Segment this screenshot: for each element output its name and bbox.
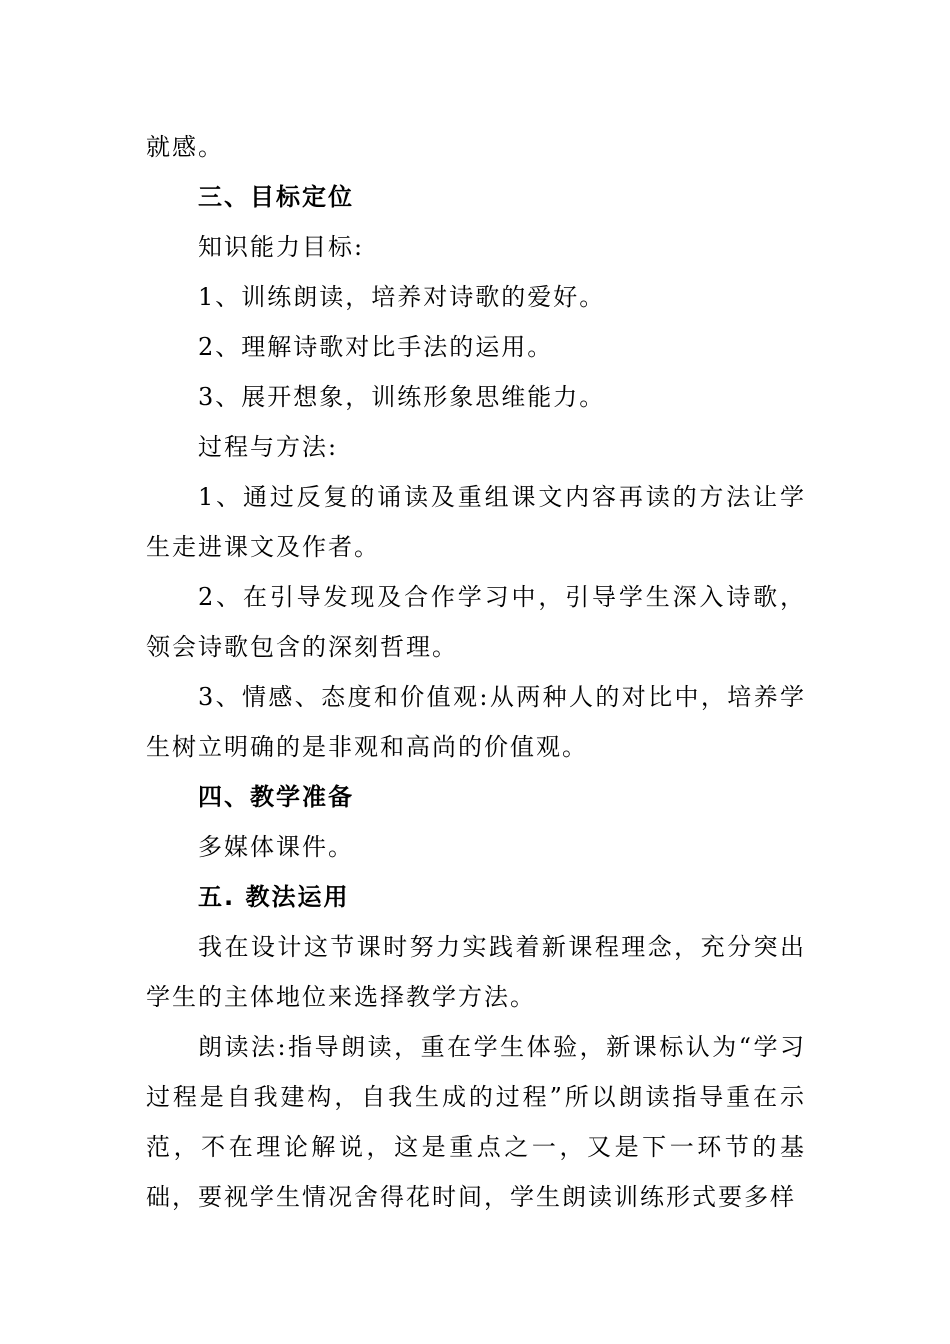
list-item-method-1: 1、通过反复的诵读及重组课文内容再读的方法让学生走进课文及作者。 bbox=[146, 483, 806, 561]
list-item-goal-3: 3、展开想象，训练形象思维能力。 bbox=[198, 383, 606, 411]
section-heading-teaching-methods: 五. 教法运用 bbox=[198, 883, 350, 911]
paragraph-preparation: 多媒体课件。 bbox=[198, 833, 354, 861]
subheading-knowledge-goals: 知识能力目标: bbox=[198, 233, 365, 261]
paragraph-continuation: 就感。 bbox=[146, 133, 224, 161]
paragraph-teaching-intro: 我在设计这节课时努力实践着新课程理念，充分突出学生的主体地位来选择教学方法。 bbox=[146, 933, 806, 1011]
section-heading-goals: 三、目标定位 bbox=[198, 183, 354, 211]
list-item-goal-1: 1、训练朗读，培养对诗歌的爱好。 bbox=[198, 283, 606, 311]
section-heading-preparation: 四、教学准备 bbox=[198, 783, 354, 811]
paragraph-reading-method: 朗读法:指导朗读，重在学生体验，新课标认为“学习过程是自我建构，自我生成的过程”所以朗读指导重在示范，不在理论解说，这是重点之一，又是下一环节的基础，要视学生情况舍得花时间，学生朗读训练形式要多样 bbox=[146, 1033, 806, 1211]
subheading-process-methods: 过程与方法: bbox=[198, 433, 339, 461]
list-item-method-2: 2、在引导发现及合作学习中，引导学生深入诗歌，领会诗歌包含的深刻哲理。 bbox=[146, 583, 806, 661]
list-item-method-3: 3、情感、态度和价值观:从两种人的对比中，培养学生树立明确的是非观和高尚的价值观。 bbox=[146, 683, 806, 761]
list-item-goal-2: 2、理解诗歌对比手法的运用。 bbox=[198, 333, 554, 361]
document-body bbox=[146, 122, 806, 1222]
